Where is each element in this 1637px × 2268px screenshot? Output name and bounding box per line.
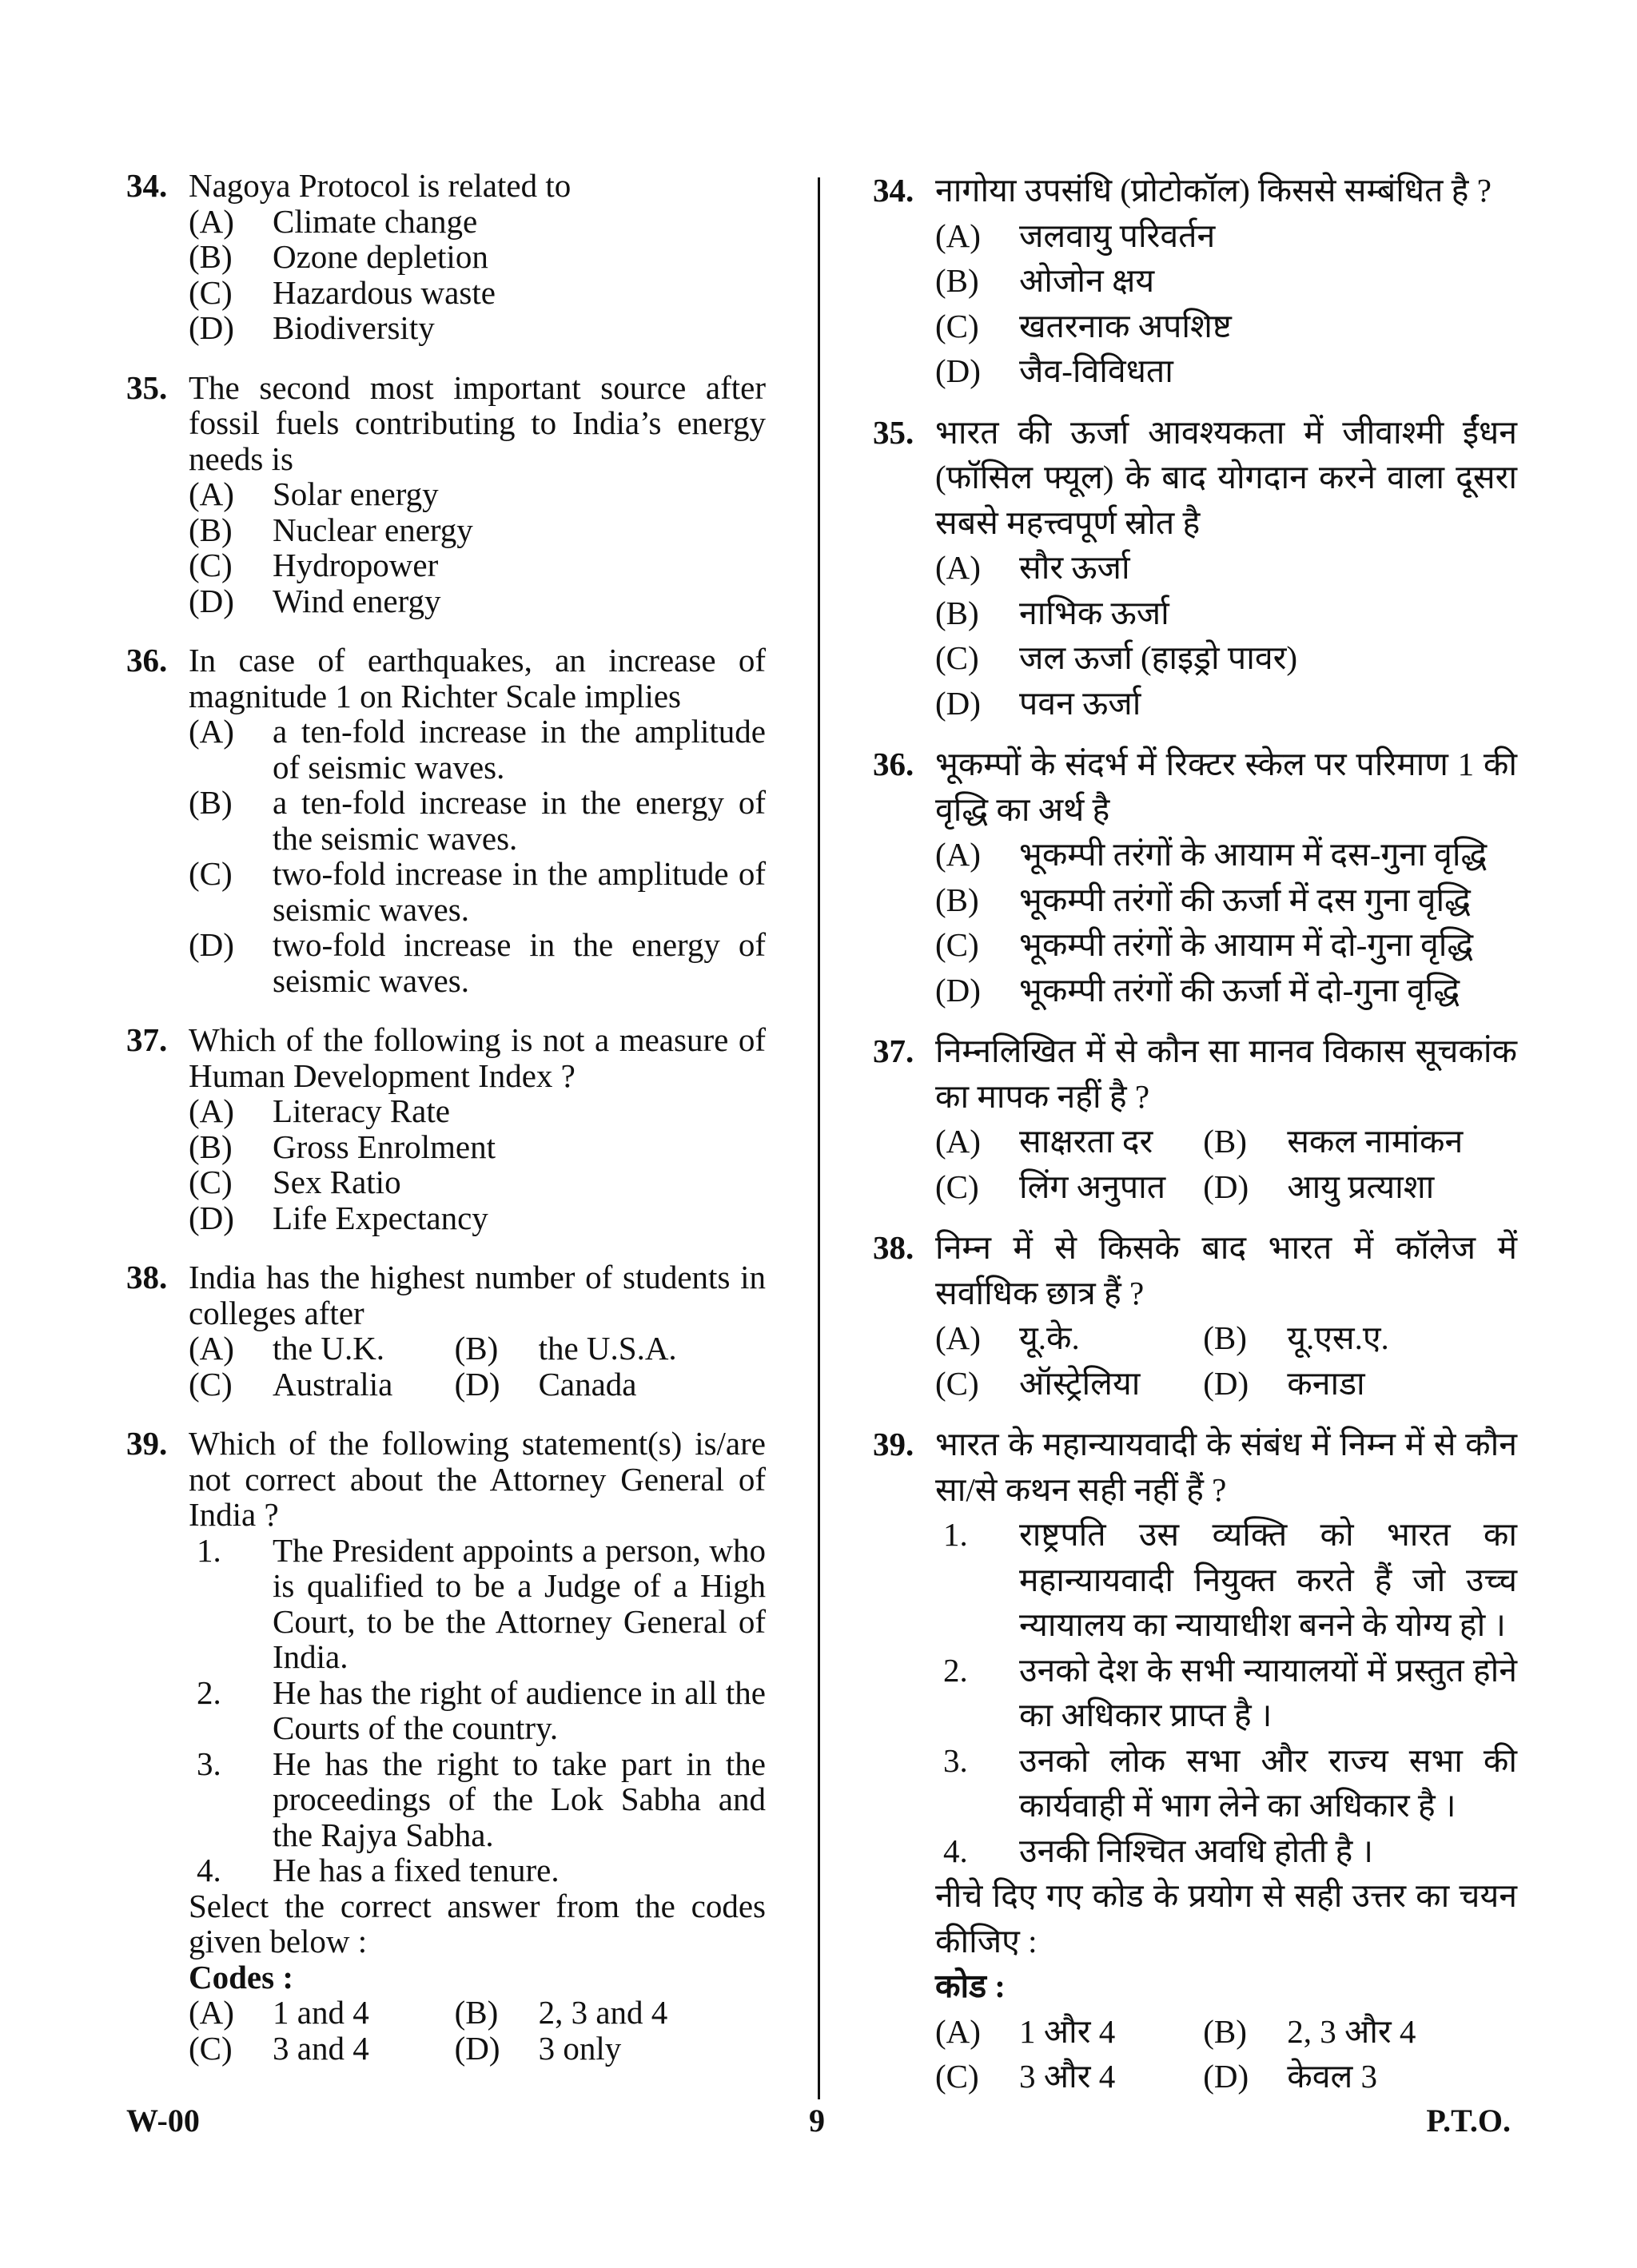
statement-1 xyxy=(189,1533,766,1675)
option-text: सौर ऊर्जा xyxy=(1019,549,1130,586)
option-label: (C) xyxy=(189,855,233,892)
option-text: आयु प्रत्याशा xyxy=(1287,1168,1435,1205)
question-text: India has the highest number of students in colleges after xyxy=(189,1259,766,1331)
question-text: Which of the following statement(s) is/are not correct about the Attorney General of India ? xyxy=(189,1425,766,1533)
option-text: Hydropower xyxy=(273,547,439,583)
option-c xyxy=(935,922,1517,968)
option-label: (B) xyxy=(935,262,979,299)
question-text: भूकम्पों के संदर्भ में रिक्टर स्केल पर परिमाण 1 की वृद्धि का अर्थ है xyxy=(935,746,1517,828)
question-38-hi xyxy=(873,1225,1517,1406)
option-a xyxy=(935,1119,1203,1164)
option-row xyxy=(189,2031,766,2067)
question-37-en xyxy=(126,1022,766,1235)
option-d xyxy=(189,310,766,346)
option-text: पवन ऊर्जा xyxy=(1019,684,1141,722)
question-text: भारत की ऊर्जा आवश्यकता में जीवाश्मी ईंधन (फॉसिल फ्यूल) के बाद योगदान करने वाला दूसरा सबसे महत्त्वपूर्ण स्रोत है xyxy=(935,413,1517,541)
option-label: (D) xyxy=(189,1199,234,1236)
codes-label: Codes : xyxy=(189,1958,293,1995)
question-text: निम्नलिखित में से कौन सा मानव विकास सूचकांक का मापक नहीं है ? xyxy=(935,1033,1517,1115)
option-d xyxy=(935,968,1517,1013)
question-text: नागोया उपसंधि (प्रोटोकॉल) किससे सम्बंधित है ? xyxy=(935,172,1492,209)
option-text: 3 only xyxy=(538,2029,622,2067)
option-label: (C) xyxy=(189,273,233,311)
option-text: सकल नामांकन xyxy=(1287,1123,1464,1160)
option-label: (D) xyxy=(454,1365,500,1403)
option-row xyxy=(935,1361,1517,1407)
statement-4 xyxy=(189,1852,766,1888)
question-text: निम्न में से किसके बाद भारत में कॉलेज में सर्वाधिक छात्र हैं ? xyxy=(935,1229,1517,1311)
option-a xyxy=(189,476,766,512)
question-number: 35. xyxy=(873,413,914,451)
option-text: 3 और 4 xyxy=(1019,2058,1116,2095)
question-text: भारत के महान्यायवादी के संबंध में निम्न में से कौन सा/से कथन सही नहीं हैं ? xyxy=(935,1426,1517,1508)
option-row xyxy=(189,1995,766,2031)
statement-number: 4. xyxy=(197,1852,221,1888)
option-text: भूकम्पी तरंगों के आयाम में दस-गुना वृद्धि xyxy=(1019,836,1488,873)
question-35-en xyxy=(126,370,766,619)
question-number: 39. xyxy=(126,1425,168,1462)
option-a xyxy=(935,213,1517,259)
option-text: जलवायु परिवर्तन xyxy=(1019,217,1216,254)
statement-2 xyxy=(189,1675,766,1746)
option-label: (A) xyxy=(935,1123,981,1160)
option-d xyxy=(455,2031,766,2067)
option-a xyxy=(189,714,766,785)
option-text: a ten-fold increase in the amplitude of seismic waves. xyxy=(273,713,766,786)
option-label: (B) xyxy=(1203,1319,1247,1356)
option-text: the U.S.A. xyxy=(538,1330,677,1367)
statement-text: He has the right of audience in all the Courts of the country. xyxy=(273,1673,766,1746)
option-row xyxy=(935,2009,1517,2055)
statement-text: He has a fixed tenure. xyxy=(273,1852,560,1888)
question-number: 37. xyxy=(873,1033,914,1069)
option-row xyxy=(189,1331,766,1367)
option-label: (B) xyxy=(189,1128,233,1165)
option-d xyxy=(189,1200,766,1236)
statement-4 xyxy=(935,1828,1517,1874)
question-text: Nagoya Protocol is related to xyxy=(189,167,572,204)
option-text: 3 and 4 xyxy=(273,2029,369,2067)
option-label: (C) xyxy=(189,2029,233,2067)
question-number: 34. xyxy=(126,167,168,204)
option-text: 1 and 4 xyxy=(273,1994,369,2031)
option-text: नाभिक ऊर्जा xyxy=(1019,594,1169,631)
option-c xyxy=(189,1164,766,1200)
page-number: 9 xyxy=(809,2103,825,2139)
option-label: (C) xyxy=(935,1168,979,1205)
option-label: (C) xyxy=(189,1365,233,1403)
option-label: (D) xyxy=(935,352,981,389)
statement-1 xyxy=(935,1512,1517,1648)
option-b xyxy=(1203,1119,1517,1164)
option-d xyxy=(1203,2054,1517,2099)
option-text: 2, 3 and 4 xyxy=(538,1994,668,2031)
paper-code: W-00 xyxy=(126,2103,200,2139)
option-text: two-fold increase in the energy of seismic waves. xyxy=(273,926,766,999)
question-number: 39. xyxy=(873,1426,914,1462)
option-a xyxy=(189,204,766,240)
statement-text: उनको लोक सभा और राज्य सभा की कार्यवाही में भाग लेने का अधिकार है । xyxy=(1019,1741,1517,1824)
instruction-text: Select the correct answer from the codes given below : xyxy=(189,1887,766,1960)
option-text: Sex Ratio xyxy=(273,1164,401,1200)
option-a xyxy=(189,1995,455,2031)
option-c xyxy=(935,2054,1203,2099)
question-number: 36. xyxy=(873,746,914,782)
statement-text: राष्ट्रपति उस व्यक्ति को भारत का महान्यायवादी नियुक्त करते हैं जो उच्च न्यायालय का न्यायाधीश बनने के योग्य हो । xyxy=(1019,1516,1517,1643)
option-label: (C) xyxy=(935,307,979,344)
option-label: (A) xyxy=(189,202,234,240)
option-text: Life Expectancy xyxy=(273,1199,488,1236)
statement-number: 3. xyxy=(943,1741,968,1779)
option-c xyxy=(189,547,766,583)
option-b xyxy=(1203,2009,1517,2055)
option-text: 2, 3 और 4 xyxy=(1287,2012,1416,2050)
option-label: (C) xyxy=(935,2058,979,2095)
option-text: साक्षरता दर xyxy=(1019,1123,1153,1160)
option-label: (C) xyxy=(935,639,979,676)
statement-number: 1. xyxy=(197,1531,221,1569)
option-label: (D) xyxy=(189,582,234,619)
option-label: (A) xyxy=(189,1330,234,1367)
option-text: यू.के. xyxy=(1019,1319,1080,1356)
question-39-en xyxy=(126,1426,766,2066)
option-text: भूकम्पी तरंगों की ऊर्जा में दो-गुना वृद्धि xyxy=(1019,971,1460,1009)
option-b xyxy=(935,877,1517,923)
option-b xyxy=(455,1995,766,2031)
option-label: (A) xyxy=(189,1092,234,1129)
option-a xyxy=(935,832,1517,877)
option-b xyxy=(455,1331,766,1367)
question-36-en xyxy=(126,643,766,998)
option-label: (A) xyxy=(189,713,234,750)
option-text: the U.K. xyxy=(273,1330,385,1367)
option-label: (C) xyxy=(935,926,979,963)
option-label: (D) xyxy=(189,926,234,963)
question-number: 38. xyxy=(873,1229,914,1266)
option-label: (A) xyxy=(189,475,234,512)
option-text: Ozone depletion xyxy=(273,238,488,275)
please-turn-over: P.T.O. xyxy=(1426,2103,1511,2139)
option-text: ओजोन क्षय xyxy=(1019,262,1155,299)
option-label: (D) xyxy=(935,971,981,1009)
option-label: (B) xyxy=(189,238,233,275)
option-d xyxy=(935,348,1517,394)
option-b xyxy=(189,512,766,548)
option-d xyxy=(935,681,1517,726)
option-d xyxy=(455,1367,766,1403)
question-37-hi xyxy=(873,1029,1517,1209)
option-text: 1 और 4 xyxy=(1019,2012,1116,2050)
option-label: (B) xyxy=(454,1330,499,1367)
option-a xyxy=(935,1315,1203,1361)
question-number: 36. xyxy=(126,642,168,678)
option-c xyxy=(189,2031,455,2067)
option-c xyxy=(189,275,766,311)
option-d xyxy=(189,583,766,619)
question-39-hi xyxy=(873,1422,1517,2099)
option-d xyxy=(189,927,766,998)
option-text: लिंग अनुपात xyxy=(1019,1168,1166,1205)
option-a xyxy=(935,2009,1203,2055)
option-label: (A) xyxy=(935,2012,981,2050)
option-text: Literacy Rate xyxy=(273,1092,450,1129)
statement-number: 1. xyxy=(943,1516,968,1553)
option-b xyxy=(1203,1315,1517,1361)
statement-text: He has the right to take part in the proceedings of the Lok Sabha and the Rajya Sabha. xyxy=(273,1745,766,1853)
option-text: भूकम्पी तरंगों के आयाम में दो-गुना वृद्धि xyxy=(1019,926,1474,963)
option-text: Nuclear energy xyxy=(273,511,473,548)
option-text: Climate change xyxy=(273,202,478,240)
option-text: a ten-fold increase in the energy of the seismic waves. xyxy=(273,784,766,857)
option-text: Biodiversity xyxy=(273,309,435,346)
option-label: (A) xyxy=(935,1319,981,1356)
hindi-column xyxy=(873,168,1517,2115)
option-text: यू.एस.ए. xyxy=(1287,1319,1389,1356)
statement-number: 3. xyxy=(197,1745,221,1782)
option-b xyxy=(189,239,766,275)
option-c xyxy=(935,304,1517,349)
option-label: (A) xyxy=(935,217,981,254)
option-b xyxy=(935,591,1517,636)
option-label: (B) xyxy=(189,511,233,548)
column-divider xyxy=(818,177,820,2099)
option-a xyxy=(189,1331,455,1367)
option-row xyxy=(189,1367,766,1403)
option-text: Gross Enrolment xyxy=(273,1128,496,1165)
option-label: (D) xyxy=(454,2029,500,2067)
option-d xyxy=(1203,1164,1517,1210)
option-text: Canada xyxy=(538,1365,637,1403)
question-number: 35. xyxy=(126,368,168,406)
option-label: (B) xyxy=(935,881,979,918)
option-text: भूकम्पी तरंगों की ऊर्जा में दस गुना वृद्धि xyxy=(1019,881,1471,918)
option-text: Hazardous waste xyxy=(273,273,496,311)
statement-number: 2. xyxy=(197,1673,221,1711)
statement-text: उनकी निश्चित अवधि होती है । xyxy=(1019,1832,1374,1869)
option-label: (C) xyxy=(189,547,233,583)
option-text: जैव-विविधता xyxy=(1019,352,1173,389)
option-label: (A) xyxy=(935,549,981,586)
option-c xyxy=(935,635,1517,681)
option-text: ऑस्ट्रेलिया xyxy=(1019,1364,1141,1402)
option-label: (B) xyxy=(1203,1123,1247,1160)
question-34-en xyxy=(126,168,766,346)
option-label: (B) xyxy=(454,1994,499,2031)
option-b xyxy=(189,1129,766,1165)
option-label: (D) xyxy=(1203,1364,1249,1402)
option-label: (B) xyxy=(189,784,233,821)
option-c xyxy=(189,856,766,927)
option-label: (A) xyxy=(935,836,981,873)
question-34-hi xyxy=(873,168,1517,394)
option-d xyxy=(1203,1361,1517,1407)
statement-text: The President appoints a person, who is qualified to be a Judge of a High Court, to be the Attorney General of India. xyxy=(273,1531,766,1675)
question-number: 37. xyxy=(126,1021,168,1058)
option-row xyxy=(935,2054,1517,2099)
option-a xyxy=(935,545,1517,591)
option-c xyxy=(189,1367,455,1403)
statement-2 xyxy=(935,1648,1517,1738)
instruction-text: नीचे दिए गए कोड के प्रयोग से सही उत्तर का चयन कीजिए : xyxy=(935,1877,1517,1960)
option-label: (A) xyxy=(189,1994,234,2031)
question-36-hi xyxy=(873,742,1517,1013)
option-c xyxy=(935,1164,1203,1210)
option-label: (D) xyxy=(1203,1168,1249,1205)
option-b xyxy=(935,258,1517,304)
question-number: 38. xyxy=(126,1259,168,1295)
option-text: कनाडा xyxy=(1287,1364,1365,1402)
option-row xyxy=(935,1315,1517,1361)
statement-3 xyxy=(935,1738,1517,1828)
option-label: (C) xyxy=(189,1164,233,1200)
statement-number: 2. xyxy=(943,1651,968,1689)
option-row xyxy=(935,1119,1517,1164)
option-c xyxy=(935,1361,1203,1407)
codes-label: कोड : xyxy=(935,1968,1006,2004)
option-text: केवल 3 xyxy=(1287,2058,1378,2095)
option-text: two-fold increase in the amplitude of seismic waves. xyxy=(273,855,766,928)
option-label: (B) xyxy=(935,594,979,631)
option-label: (D) xyxy=(189,309,234,346)
option-a xyxy=(189,1093,766,1129)
statement-number: 4. xyxy=(943,1832,968,1869)
option-label: (D) xyxy=(935,684,981,722)
option-text: खतरनाक अपशिष्ट xyxy=(1019,307,1232,344)
option-label: (C) xyxy=(935,1364,979,1402)
question-35-hi xyxy=(873,410,1517,726)
question-text: The second most important source after fossil fuels contributing to India’s energy needs is xyxy=(189,368,766,477)
question-38-en xyxy=(126,1259,766,1402)
option-text: Wind energy xyxy=(273,582,441,619)
option-text: जल ऊर्जा (हाइड्रो पावर) xyxy=(1019,639,1298,676)
english-column xyxy=(126,168,766,2090)
option-text: Solar energy xyxy=(273,475,439,512)
option-b xyxy=(189,785,766,856)
question-number: 34. xyxy=(873,172,914,209)
statement-text: उनको देश के सभी न्यायालयों में प्रस्तुत होने का अधिकार प्राप्त है । xyxy=(1019,1651,1517,1733)
statement-3 xyxy=(189,1746,766,1853)
option-label: (D) xyxy=(1203,2058,1249,2095)
question-text: Which of the following is not a measure of Human Development Index ? xyxy=(189,1021,766,1094)
option-text: Australia xyxy=(273,1365,393,1403)
option-label: (B) xyxy=(1203,2012,1247,2050)
option-row xyxy=(935,1164,1517,1210)
question-text: In case of earthquakes, an increase of magnitude 1 on Richter Scale implies xyxy=(189,642,766,714)
